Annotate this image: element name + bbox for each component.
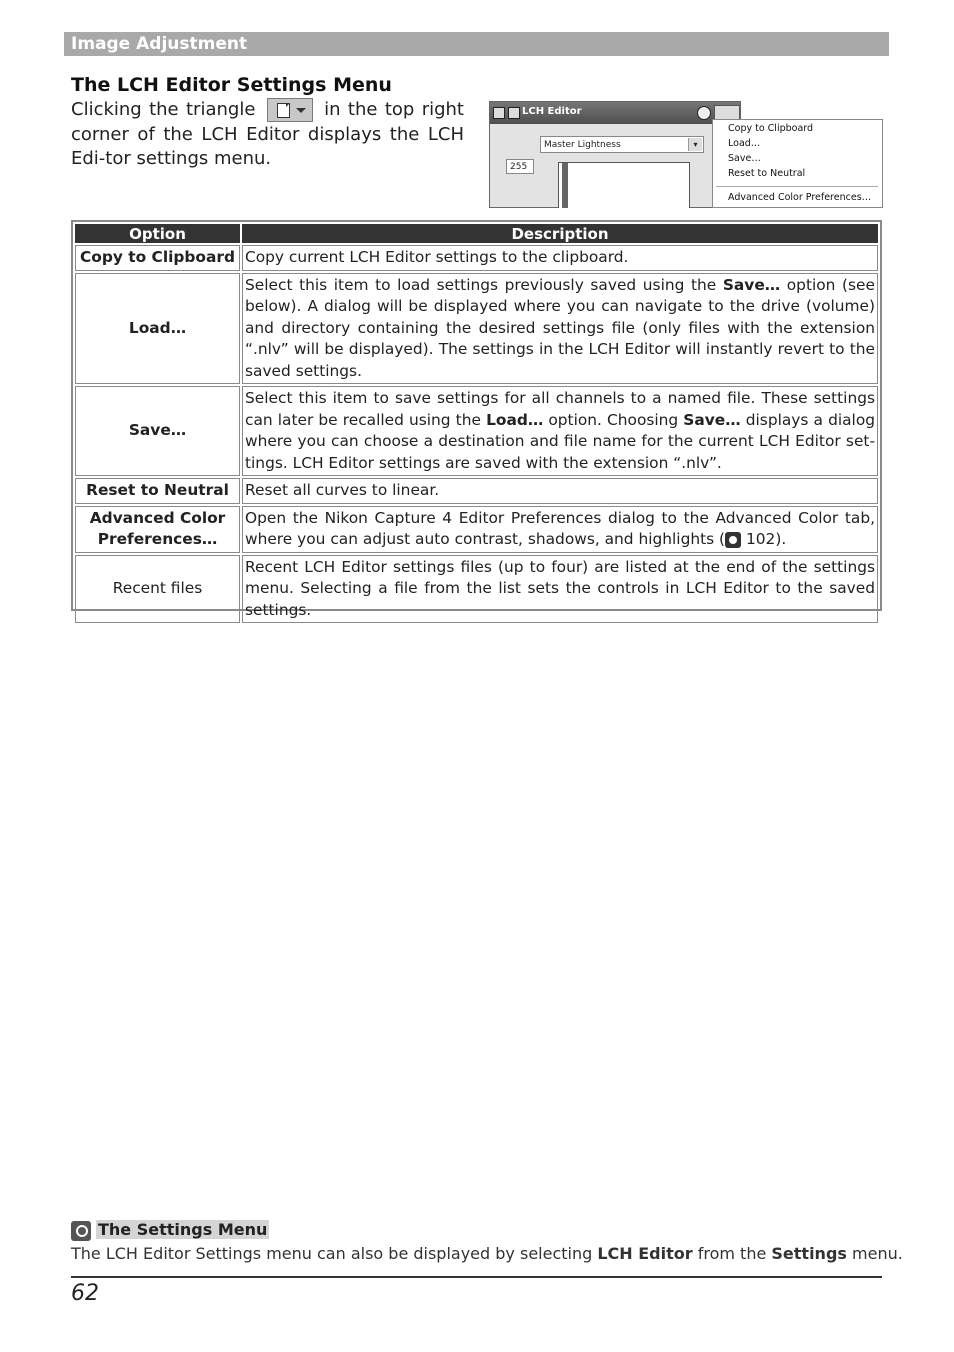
option-cell: Save… [75, 386, 240, 476]
window-title: LCH Editor [522, 106, 582, 117]
intro-text-before: Clicking the triangle [71, 99, 256, 120]
table-row [75, 478, 878, 504]
table-header-row [75, 224, 878, 243]
lch-editor-window [489, 101, 741, 208]
option-cell: Load… [75, 273, 240, 385]
description-cell: Copy current LCH Editor settings to the clipboard. [242, 245, 878, 271]
description-cell: Open the Nikon Capture 4 Editor Preferences dialog to the Advanced Color tab, where you can adjust auto contrast, shadows, and highlights ( 102). [242, 506, 878, 553]
menu-separator [716, 186, 878, 187]
description-cell: Select this item to load settings previously saved using the Save… option (see below). A dialog will be displayed where you can navigate to the drive (volume) and directory containing the desired settings file (only files with the extension “.nlv” will be displayed). The settings in the LCH Editor will instantly revert to the saved settings. [242, 273, 878, 385]
intro-paragraph [71, 98, 464, 172]
settings-context-menu [712, 119, 883, 208]
table-row [75, 386, 878, 476]
channel-select[interactable] [540, 136, 704, 153]
description-cell: Select this item to save settings for all channels to a named file. These settings can later be recalled using the Load… option. Choosing Save… displays a dialog where you can choose a destination and file name for the current LCH Editor set-tings. LCH Editor settings are saved with the extension “.nlv”. [242, 386, 878, 476]
section-header-title: Image Adjustment [71, 34, 248, 54]
table-row [75, 555, 878, 624]
curve-graph[interactable] [558, 162, 690, 208]
options-table [71, 220, 882, 619]
table-row [75, 245, 878, 271]
chevron-down-icon: ▾ [688, 138, 702, 151]
menu-item-reset-to-neutral[interactable]: Reset to Neutral [728, 168, 806, 179]
page-reference-icon [725, 532, 741, 548]
collapse-triangle-icon [493, 107, 505, 119]
page-number: 62 [71, 1281, 99, 1306]
note-text: The LCH Editor Settings menu can also be displayed by selecting LCH Editor from the Settings menu. [71, 1244, 903, 1263]
option-cell: Copy to Clipboard [75, 245, 240, 271]
reset-circle-icon[interactable] [697, 106, 711, 120]
footer-divider [71, 1276, 882, 1278]
menu-item-copy-to-clipboard[interactable]: Copy to Clipboard [728, 123, 814, 134]
description-cell: Reset all curves to linear. [242, 478, 878, 504]
page-title: The LCH Editor Settings Menu [71, 74, 392, 96]
option-cell: Reset to Neutral [75, 478, 240, 504]
note-title: The Settings Menu [98, 1220, 268, 1239]
channel-select-value: Master Lightness [544, 140, 621, 150]
section-header-bar [64, 32, 889, 56]
menu-item-advanced-color-preferences[interactable]: Advanced Color Preferences… [728, 192, 872, 203]
table-row [75, 273, 878, 385]
output-value-field[interactable]: 255 [506, 159, 534, 174]
lch-editor-screenshot [489, 101, 883, 208]
column-header-option: Option [75, 224, 240, 243]
intro-text-after: in the top right corner of the LCH Editor displays the LCH Edi-tor settings menu. [71, 99, 464, 169]
graph-slider-bar[interactable] [562, 163, 568, 208]
description-cell: Recent LCH Editor settings files (up to four) are listed at the end of the settings menu. Selecting a file from the list sets the controls in LCH Editor to the saved settings. [242, 555, 878, 624]
menu-item-load[interactable]: Load… [728, 138, 761, 149]
enable-checkbox[interactable] [508, 107, 520, 119]
option-cell: Advanced Color Preferences… [75, 506, 240, 553]
menu-item-save[interactable]: Save… [728, 153, 761, 164]
option-cell: Recent files [75, 555, 240, 624]
note-icon [71, 1221, 91, 1241]
column-header-description: Description [242, 224, 878, 243]
lch-editor-titlebar [490, 102, 740, 124]
table-row [75, 506, 878, 553]
settings-menu-button-icon [267, 98, 313, 122]
